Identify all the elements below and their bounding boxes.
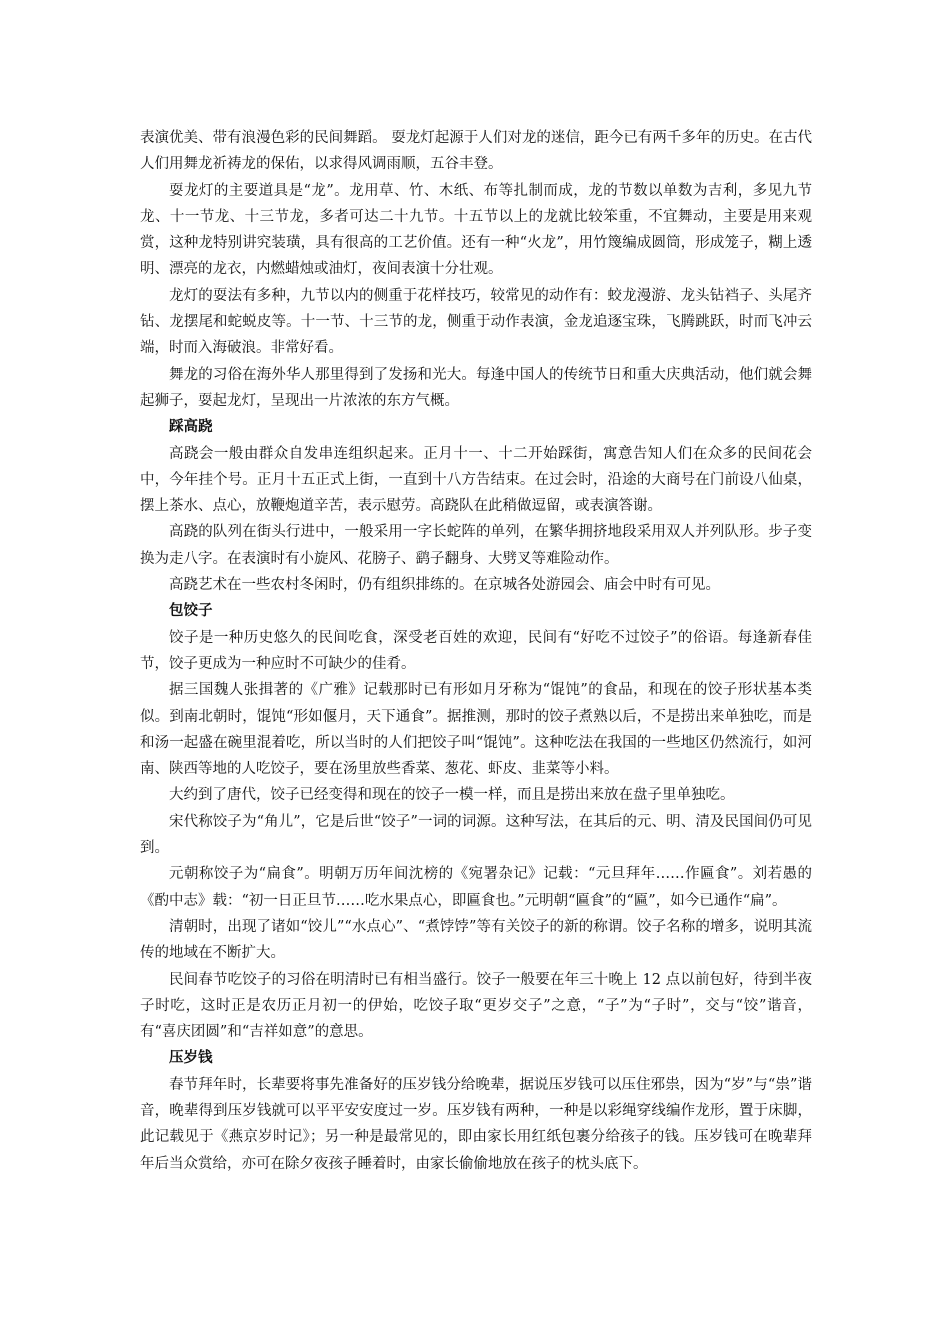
paragraph: 高跷会一般由群众自发串连组织起来。正月十一、十二开始踩街，寓意告知人们在众多的民间花会中，今年挂个号。正月十五正式上街，一直到十八方告结束。在过会时，沿途的大商号在门前设八仙桌，摆上茶水、点心，放鞭炮道辛苦，表示慰劳。高跷队在此稍做逗留，或表演答谢。 [140,445,812,515]
paragraph: 民间春节吃饺子的习俗在明清时已有相当盛行。饺子一般要在年三十晚上 12 点以前包好，待到半夜子时吃，这时正是农历正月初一的伊始，吃饺子取“更岁交子”之意，“子”为“子时”，交与“饺”谐音，有“喜庆团圆”和“吉祥如意”的意思。 [140,971,812,1041]
paragraph: 大约到了唐代，饺子已经变得和现在的饺子一模一样，而且是捞出来放在盘子里单独吃。 [169,787,735,804]
section-heading: 压岁钱 [169,1050,213,1067]
paragraph: 宋代称饺子为“角儿”，它是后世“饺子”一词的词源。这种写法，在其后的元、明、清及民国间仍可见到。 [140,813,812,857]
paragraph: 高跷艺术在一些农村冬闲时，仍有组织排练的。在京城各处游园会、庙会中时有可见。 [169,577,720,594]
section-heading: 包饺子 [169,603,213,620]
section-heading: 踩高跷 [169,419,213,436]
paragraph: 表演优美、带有浪漫色彩的民间舞蹈。 耍龙灯起源于人们对龙的迷信，距今已有两千多年的历史。在古代人们用舞龙祈祷龙的保佑，以求得风调雨顺，五谷丰登。 [140,130,812,173]
paragraph: 春节拜年时，长辈要将事先准备好的压岁钱分给晚辈，据说压岁钱可以压住邪祟，因为“岁”与“祟”谐音，晚辈得到压岁钱就可以平平安安度过一岁。压岁钱有两种，一种是以彩绳穿线编作龙形，置于床脚，此记载见于《燕京岁时记》；另一种是最常见的，即由家长用红纸包裹分给孩子的钱。压岁钱可在晚辈拜年后当众赏给，亦可在除夕夜孩子睡着时，由家长偷偷地放在孩子的枕头底下。 [140,1076,812,1172]
paragraph: 元朝称饺子为“扁食”。明朝万历年间沈榜的《宛署杂记》记载：“元旦拜年……作匾食”。刘若愚的《酌中志》载：“初一日正旦节……吃水果点心，即匾食也。”元明朝“匾食”的“匾”，如今已通作“扁”。 [140,866,812,909]
document-page [140,125,812,1177]
paragraph: 据三国魏人张揖著的《广雅》记载那时已有形如月牙称为“馄饨”的食品，和现在的饺子形状基本类似。到南北朝时，馄饨“形如偃月，天下通食”。据推测，那时的饺子煮熟以后，不是捞出来单独吃，而是和汤一起盛在碗里混着吃，所以当时的人们把饺子叫“馄饨”。这种吃法在我国的一些地区仍然流行，如河南、陕西等地的人吃饺子，要在汤里放些香菜、葱花、虾皮、韭菜等小料。 [140,682,812,778]
paragraph: 耍龙灯的主要道具是“龙”。龙用草、竹、木纸、布等扎制而成，龙的节数以单数为吉利，多见九节龙、十一节龙、十三节龙，多者可达二十九节。十五节以上的龙就比较笨重，不宜舞动，主要是用来观赏，这种龙特别讲究装璜，具有很高的工艺价值。还有一种“火龙”，用竹篾编成圆筒，形成笼子，糊上透明、漂亮的龙衣，内燃蜡烛或油灯，夜间表演十分壮观。 [140,182,812,278]
paragraph: 清朝时，出现了诸如“饺儿”“水点心”、“煮饽饽”等有关饺子的新的称谓。饺子名称的增多，说明其流传的地域在不断扩大。 [140,918,812,962]
paragraph: 舞龙的习俗在海外华人那里得到了发扬和光大。每逢中国人的传统节日和重大庆典活动，他们就会舞起狮子，耍起龙灯，呈现出一片浓浓的东方气概。 [140,366,812,409]
paragraph: 饺子是一种历史悠久的民间吃食，深受老百姓的欢迎，民间有“好吃不过饺子”的俗语。每逢新春佳节，饺子更成为一种应时不可缺少的佳肴。 [140,629,812,672]
paragraph: 高跷的队列在街头行进中，一般采用一字长蛇阵的单列，在繁华拥挤地段采用双人并列队形。步子变换为走八字。在表演时有小旋风、花膀子、鹞子翻身、大劈叉等难险动作。 [140,524,812,567]
paragraph: 龙灯的耍法有多种，九节以内的侧重于花样技巧，较常见的动作有：蛟龙漫游、龙头钻裆子、头尾齐钻、龙摆尾和蛇蜕皮等。十一节、十三节的龙，侧重于动作表演，金龙追逐宝珠，飞腾跳跃，时而飞冲云端，时而入海破浪。非常好看。 [140,287,812,357]
